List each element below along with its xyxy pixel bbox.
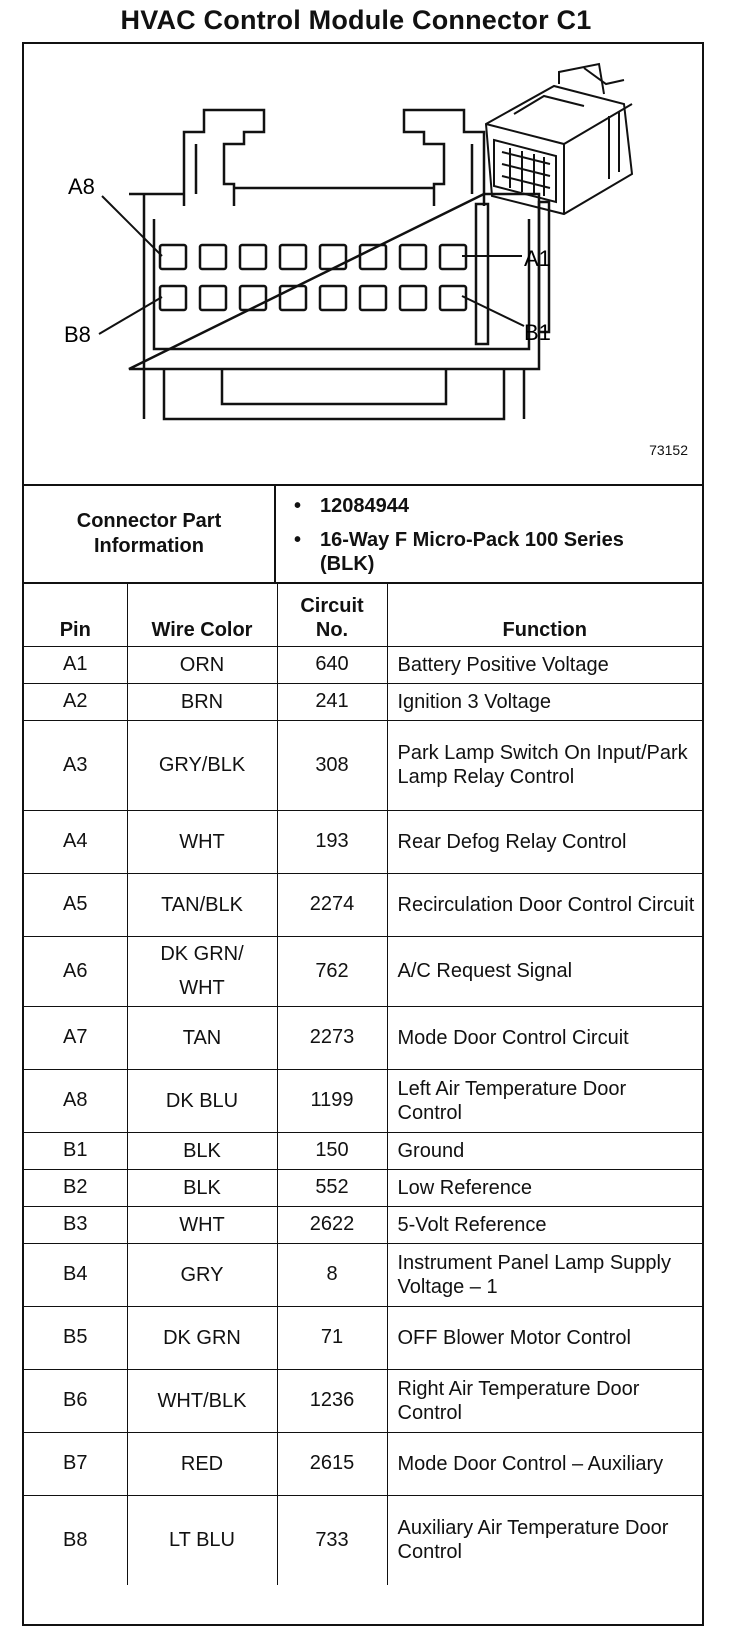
pin-cavity (240, 245, 266, 269)
wire-color-cell: DK GRN/ WHT (127, 936, 277, 1006)
circuit-cell: 150 (277, 1132, 387, 1169)
pin-cell: B8 (24, 1495, 127, 1585)
wire-color-cell: TAN (127, 1006, 277, 1069)
table-row (24, 1243, 702, 1306)
table-row (24, 1495, 702, 1585)
pin-cell: B7 (24, 1432, 127, 1495)
pin-cavity (160, 245, 186, 269)
wire-color-cell: BLK (127, 1132, 277, 1169)
pin-cell: A2 (24, 683, 127, 720)
connector-type-item: • 16-Way F Micro-Pack 100 Series (BLK) (294, 529, 624, 575)
bottom-tab (164, 369, 504, 419)
circuit-cell: 2615 (277, 1432, 387, 1495)
page-title: HVAC Control Module Connector C1 (120, 5, 592, 35)
wire-color-cell: DK GRN (127, 1306, 277, 1369)
pin-cell: A7 (24, 1006, 127, 1069)
pin-cavity (360, 286, 386, 310)
circuit-cell: 762 (277, 936, 387, 1006)
circuit-cell: 733 (277, 1495, 387, 1585)
header-wire-color: Wire Color (127, 584, 277, 646)
table-row (24, 1069, 702, 1132)
pin-cell: B2 (24, 1169, 127, 1206)
connector-isometric-sketch (486, 64, 632, 214)
label-b8: B8 (64, 322, 91, 347)
table-row (24, 873, 702, 936)
pin-cavity (320, 286, 346, 310)
table-row (24, 1206, 702, 1243)
connector-sheet (22, 42, 704, 1626)
pin-cavity (400, 245, 426, 269)
pin-cell: A4 (24, 810, 127, 873)
table-row (24, 720, 702, 810)
header-circuit-no: Circuit No. (277, 584, 387, 646)
pin-cell: A5 (24, 873, 127, 936)
pin-cavity (280, 286, 306, 310)
table-row (24, 810, 702, 873)
circuit-cell: 2622 (277, 1206, 387, 1243)
circuit-cell: 1199 (277, 1069, 387, 1132)
label-b1: B1 (524, 320, 551, 345)
circuit-cell: 241 (277, 683, 387, 720)
table-row (24, 1432, 702, 1495)
function-cell: Instrument Panel Lamp Supply Voltage – 1 (387, 1243, 702, 1306)
circuit-cell: 8 (277, 1243, 387, 1306)
pin-cell: B6 (24, 1369, 127, 1432)
connector-part-info (24, 484, 702, 584)
function-cell: Ground (387, 1132, 702, 1169)
wire-color-cell: WHT (127, 810, 277, 873)
function-cell: Right Air Temperature Door Control (387, 1369, 702, 1432)
table-row (24, 936, 702, 1006)
pin-cavity (400, 286, 426, 310)
figure-number: 73152 (649, 442, 688, 458)
label-a1: A1 (524, 246, 551, 271)
function-cell: Ignition 3 Voltage (387, 683, 702, 720)
table-row (24, 1169, 702, 1206)
pin-cavity (200, 286, 226, 310)
function-cell: Auxiliary Air Temperature Door Control (387, 1495, 702, 1585)
pin-cavity (320, 245, 346, 269)
table-row (24, 683, 702, 720)
function-cell: Rear Defog Relay Control (387, 810, 702, 873)
wire-color-cell: WHT/BLK (127, 1369, 277, 1432)
circuit-cell: 2273 (277, 1006, 387, 1069)
table-row (24, 646, 702, 683)
function-cell: Left Air Temperature Door Control (387, 1069, 702, 1132)
function-cell: OFF Blower Motor Control (387, 1306, 702, 1369)
wire-color-cell: RED (127, 1432, 277, 1495)
circuit-cell: 1236 (277, 1369, 387, 1432)
wire-color-cell: BRN (127, 683, 277, 720)
wire-color-cell: ORN (127, 646, 277, 683)
circuit-cell: 193 (277, 810, 387, 873)
pin-cell: B5 (24, 1306, 127, 1369)
connector-part-info-bullets (294, 494, 650, 586)
function-cell: 5-Volt Reference (387, 1206, 702, 1243)
pin-cavity (200, 245, 226, 269)
pin-cavity (440, 286, 466, 310)
wire-color-cell: TAN/BLK (127, 873, 277, 936)
header-pin: Pin (24, 584, 127, 646)
table-row (24, 1006, 702, 1069)
pinout-table (24, 584, 702, 1585)
wire-color-cell: WHT (127, 1206, 277, 1243)
pin-cell: A6 (24, 936, 127, 1006)
function-cell: Mode Door Control Circuit (387, 1006, 702, 1069)
function-cell: Mode Door Control – Auxiliary (387, 1432, 702, 1495)
pin-cell: A3 (24, 720, 127, 810)
pin-cell: A8 (24, 1069, 127, 1132)
function-cell: Park Lamp Switch On Input/Park Lamp Relay Control (387, 720, 702, 810)
circuit-cell: 640 (277, 646, 387, 683)
bullet: • (294, 495, 302, 517)
pin-cell: B4 (24, 1243, 127, 1306)
pin-cavity (280, 245, 306, 269)
function-cell: Recirculation Door Control Circuit (387, 873, 702, 936)
circuit-cell: 71 (277, 1306, 387, 1369)
wire-color-cell: DK BLU (127, 1069, 277, 1132)
pin-cell: A1 (24, 646, 127, 683)
circuit-cell: 552 (277, 1169, 387, 1206)
header-function: Function (387, 584, 702, 646)
wire-color-cell: GRY (127, 1243, 277, 1306)
wire-color-cell: GRY/BLK (127, 720, 277, 810)
label-a8: A8 (68, 174, 95, 199)
bullet: • (294, 529, 302, 551)
table-row (24, 1369, 702, 1432)
pin-cavity (240, 286, 266, 310)
pin-cell: B1 (24, 1132, 127, 1169)
wire-color-cell: LT BLU (127, 1495, 277, 1585)
pin-cavity (160, 286, 186, 310)
pin-cell: B3 (24, 1206, 127, 1243)
table-row (24, 1306, 702, 1369)
part-number-item: • 12084944 (294, 495, 409, 517)
circuit-cell: 308 (277, 720, 387, 810)
connector-diagram (24, 44, 702, 484)
circuit-cell: 2274 (277, 873, 387, 936)
connector-face-drawing (24, 44, 702, 484)
function-cell: A/C Request Signal (387, 936, 702, 1006)
function-cell: Battery Positive Voltage (387, 646, 702, 683)
connector-part-info-label: Connector Part Information (24, 486, 276, 582)
wire-color-cell: BLK (127, 1169, 277, 1206)
function-cell: Low Reference (387, 1169, 702, 1206)
table-row (24, 1132, 702, 1169)
